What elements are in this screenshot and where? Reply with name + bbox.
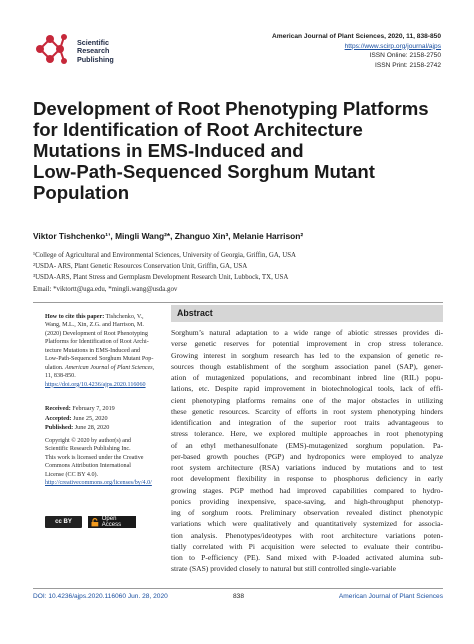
email-line: Email: *viktortt@uga.edu, *mingli.wang@usda.gov (33, 285, 178, 293)
footer-doi[interactable]: DOI: 10.4236/ajps.2020.116060 Jun. 28, 2020 (33, 593, 168, 600)
open-access-badge: Open Access (88, 516, 136, 528)
abstract-header (171, 305, 443, 322)
publisher-logo (33, 31, 153, 67)
cc-by-badge[interactable]: cc BY (45, 516, 82, 528)
open-lock-icon (91, 518, 99, 527)
article-title: Development of Root Phenotyping Platforms for Identification of Root Architecture Mutations in EMS-Induced and Low-Path-Sequenced Sorghum Mutant Population (33, 98, 429, 203)
affiliation-1: ¹College of Agricultural and Environmental Sciences, University of Georgia, Griffin, GA, USA (33, 252, 297, 259)
footer-divider (33, 588, 443, 589)
journal-citation: American Journal of Plant Sciences, 2020, 11, 838-850 (272, 33, 441, 40)
journal-url-link[interactable]: https://www.scirp.org/journal/ajps (344, 42, 441, 50)
page-number: 838 (233, 593, 245, 600)
section-divider (33, 302, 443, 303)
publisher-logo-icon (33, 31, 71, 67)
footer-journal-name: American Journal of Plant Sciences (338, 593, 443, 600)
publisher-name: Scientific Research Publishing (77, 38, 114, 64)
abstract-heading: Abstract (177, 308, 213, 318)
affiliation-2: ²USDA- ARS, Plant Genetic Resources Conservation Unit, Griffin, GA, USA (33, 263, 248, 271)
accepted-date: June 25, 2020 (73, 414, 108, 422)
license-link[interactable]: http://creativecommons.org/licenses/by/4.0/ (45, 480, 152, 487)
issn-print: ISSN Print: 2158-2742 (375, 61, 441, 69)
how-to-cite-label: How to cite this paper: (45, 314, 105, 320)
abstract-text: Sorghum’s natural adaptation to a wide range of abiotic stresses provides di- verse genetic reserves for potential improvement in crop stress tolerance. Growing interest in sorghum research has led to the expansion of genetic re- sources though establishment of the sorghum association panel (SAP), gener- ation of mutagenized populations, and recombinant inbred line (RIL) popu- lations, etc. Despite rapid improvement in biotechnological tools, lack of effi- cient phenotyping platforms remains one of the major obstacles in utilizing these genetic resources. Scarcity of efforts in root system phenotyping hinders identification and integration of the superior root traits advantageous to stress tolerance. Here, we explored multiple approaches in root phenotyping of an ethyl methanesulfonate (EMS)-mutagenized sorghum population. Pa- per-based growth pouches (PGP) and hydroponics were employed to analyze root system architecture (RSA) variations induced by mutations and to test root development flexibility in response to phosphorus deficiency in early growing stages. PGP method had improved capabilities compared to hydro- ponics providing inexpensive, space-saving, and high-throughput phenotyp- ing of sorghum roots. Preliminary observation revealed distinct phenotypic variations which were qualitatively and quantitatively systemized for associa- tion analysis. Phenotypes/ideotypes with root architecture variations poten- tially correlated with Pi acquisition were selected to evaluate their contribu- tion to P-efficiency (PE). Sand mixed with P-loaded activated alumina sub- strate (SAS) provided closely to natural but still controlled single-variable (171, 328, 443, 574)
author-list: Viktor Tishchenko¹ʼ, Mingli Wang²*, Zhanguo Xin³, Melanie Harrison² (33, 231, 304, 241)
received-date: February 7, 2019 (72, 405, 115, 412)
article-dates: Received: February 7, 2019 Accepted: June 25, 2020 Published: June 28, 2020 (45, 405, 115, 431)
affiliation-3: ³USDA-ARS, Plant Stress and Germplasm Development Research Unit, Lubbock, TX, USA (33, 274, 289, 282)
citation-doi-link[interactable]: https://doi.org/10.4236/ajps.2020.116060 (45, 381, 146, 388)
copyright-notice: Copyright © 2020 by author(s) and Scientific Research Publishing Inc. This work is licensed under the Creative Commons Attribution International License (CC BY 4.0). http://creativecommons.org/licenses/by/4.0/ (45, 437, 165, 488)
issn-online: ISSN Online: 2158-2750 (369, 52, 441, 60)
how-to-cite: How to cite this paper: Tishchenko, V., Wang, M.L., Xin, Z.G. and Harrison, M. (2020) Development of Root Phenotyping Platforms for Identification of Root Archi- tecture Mutations in EMS-Induced and Low-Path-Sequenced Sorghum Mutant Pop- ulation. American Journal of Plant Sciences, 11, 838-850. https://doi.org/10.4236/ajps.2020.116060 (45, 314, 155, 388)
affiliations (33, 250, 296, 295)
published-date: June 28, 2020 (74, 424, 110, 431)
journal-info (272, 32, 441, 70)
